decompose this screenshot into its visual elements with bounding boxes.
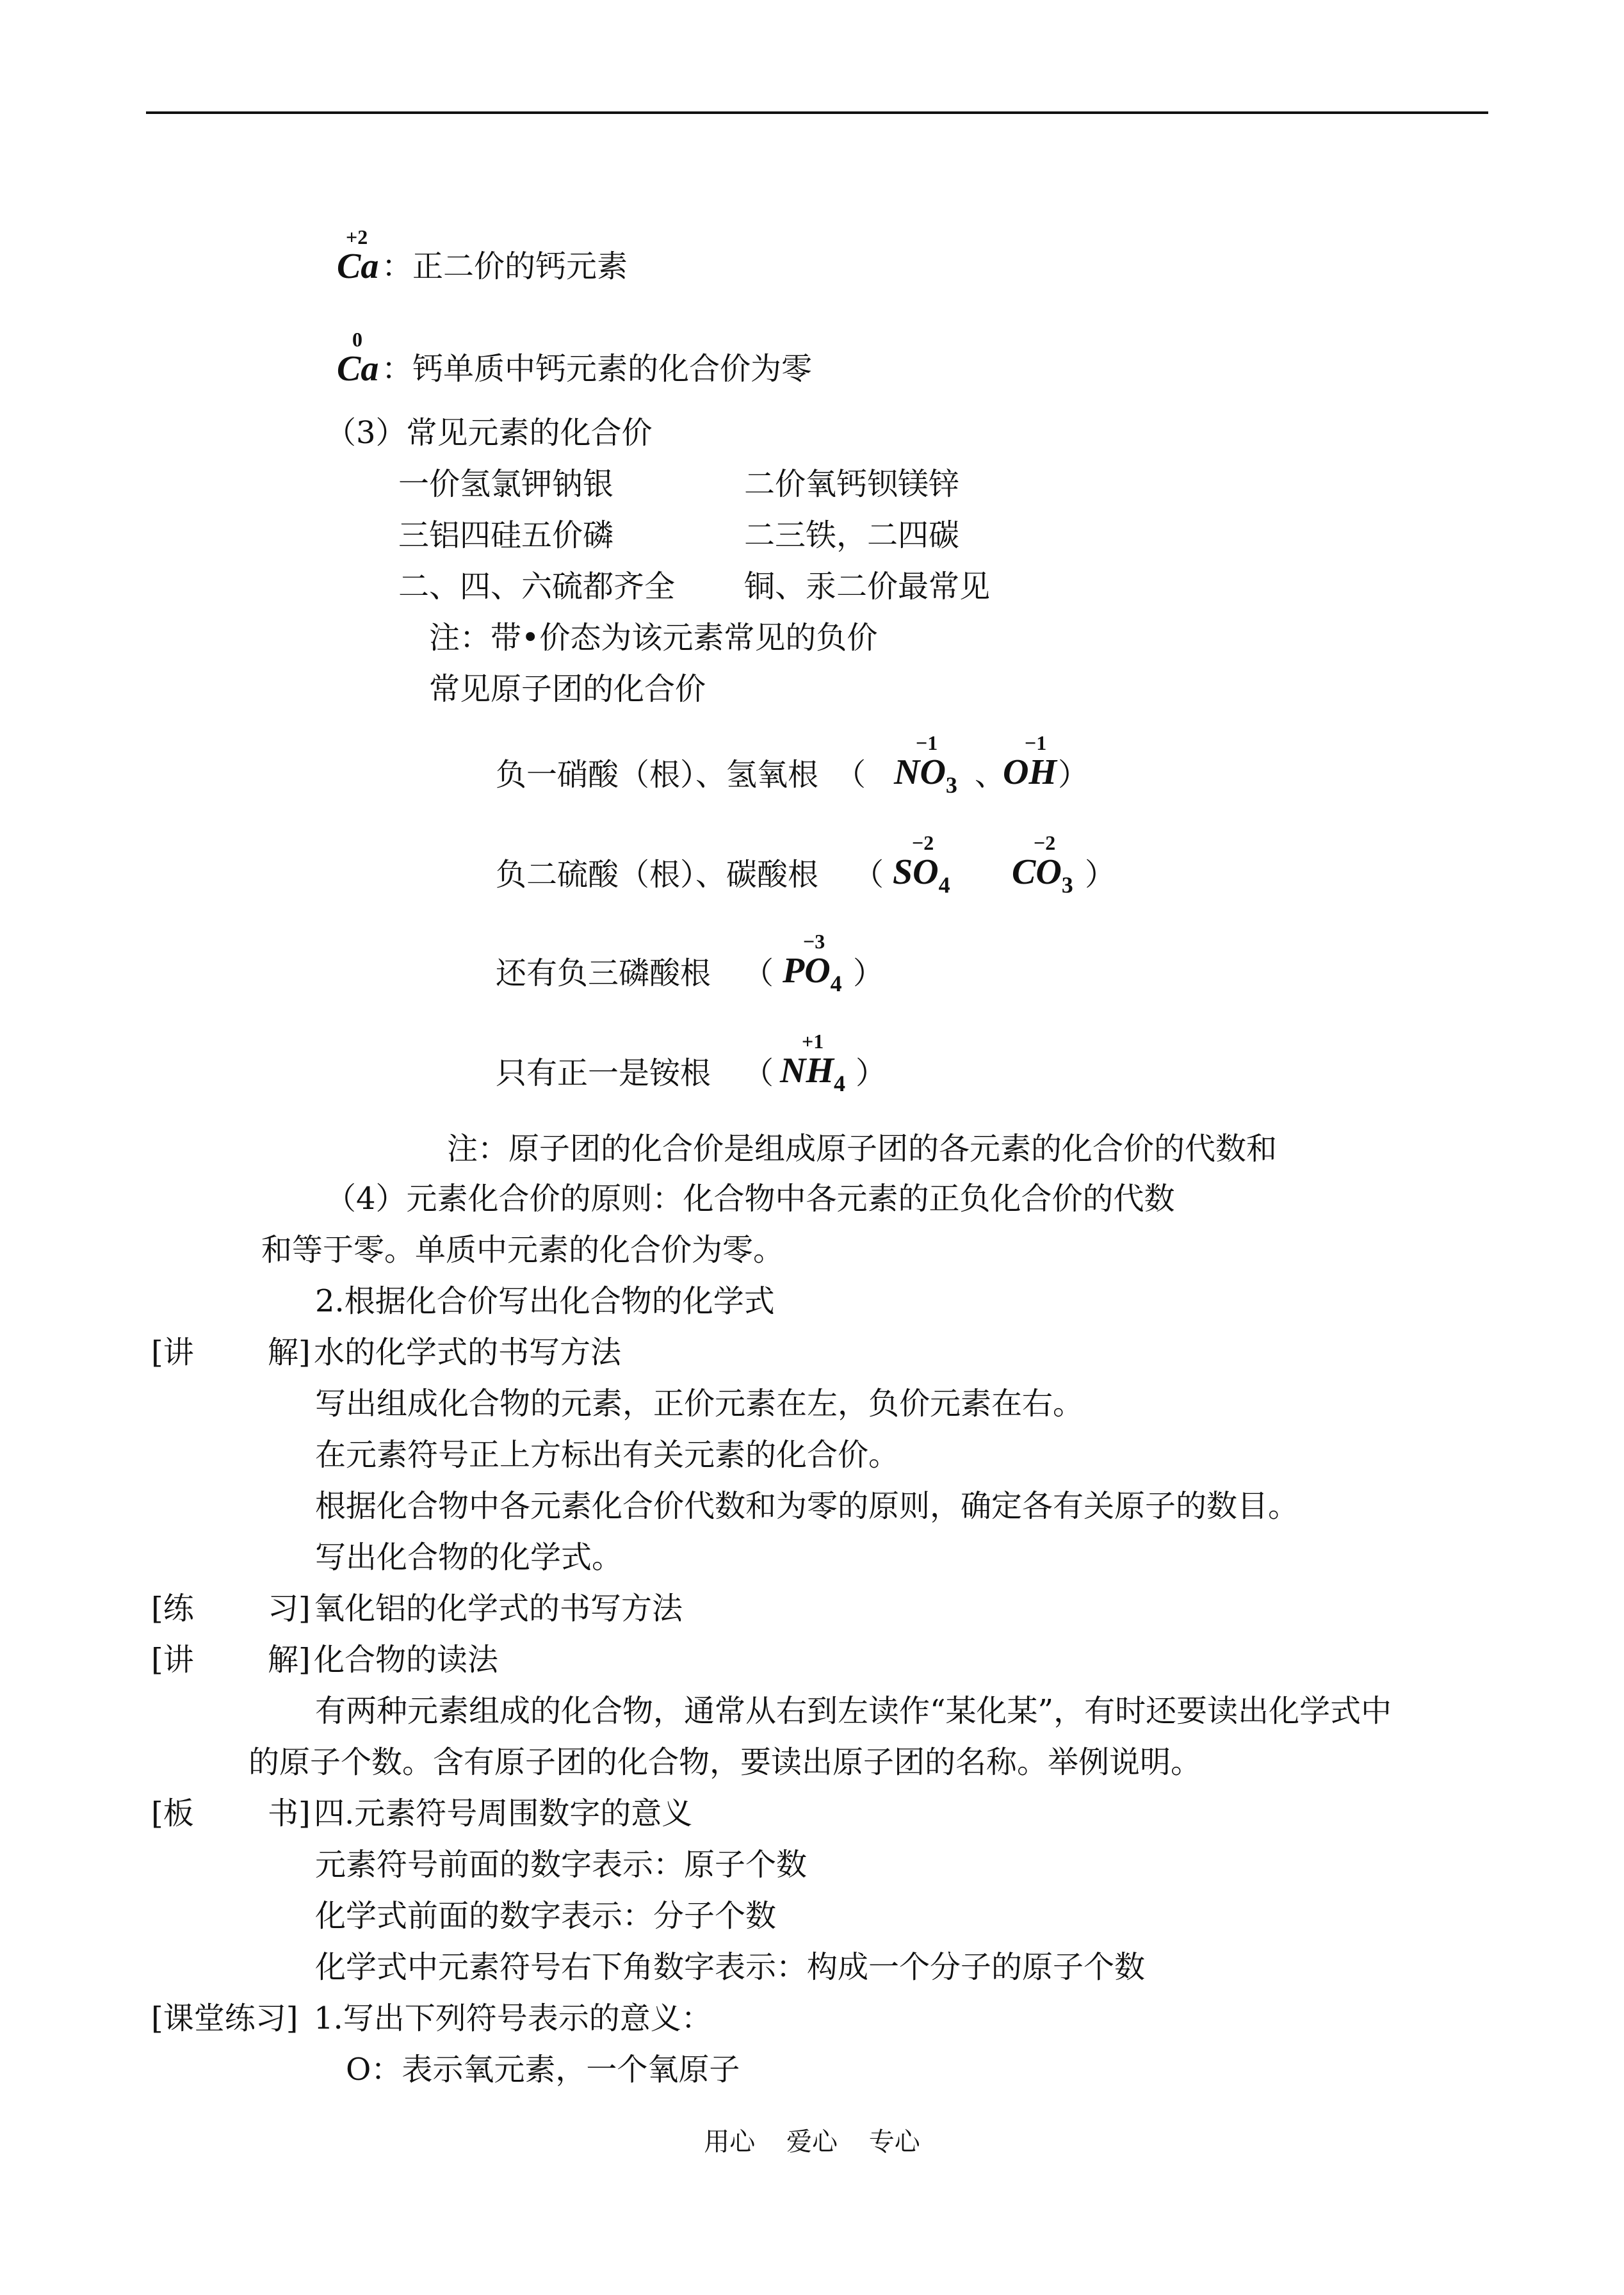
lecture-title: 水的化学式的书写方法 bbox=[314, 1334, 622, 1370]
radical-symbol: NO bbox=[894, 752, 946, 792]
radical-symbol: OH bbox=[1003, 752, 1057, 792]
tag-class-practice: [课堂练习] bbox=[151, 2000, 298, 2036]
tag-lecture: [讲 bbox=[151, 1334, 194, 1370]
practice-title: 氧化铝的化学式的书写方法 bbox=[314, 1591, 683, 1626]
rhyme-line: 三铝四硅五价磷 bbox=[398, 517, 614, 553]
rhyme-line: 二三铁，二四碳 bbox=[744, 517, 960, 553]
paren-close: ） bbox=[856, 1055, 887, 1091]
valence-number: −1 bbox=[1025, 731, 1047, 754]
lecture-step: 写出化合物的化学式。 bbox=[315, 1539, 623, 1575]
tag-board: [板 bbox=[151, 1796, 194, 1831]
paren-open: （ bbox=[853, 857, 884, 893]
section-heading: （3）常见元素的化合价 bbox=[325, 415, 653, 451]
valence-number: +1 bbox=[802, 1030, 824, 1053]
radical-line: 负一硝酸（根）、氢氧根 bbox=[496, 757, 819, 793]
tag-lecture: 解] bbox=[268, 1334, 311, 1370]
radical-symbol: CO bbox=[1012, 852, 1062, 892]
valence-number: −1 bbox=[916, 731, 938, 754]
header-rule bbox=[146, 111, 1488, 114]
subheading: 常见原子团的化合价 bbox=[429, 671, 706, 707]
valence-number: +2 bbox=[346, 225, 368, 248]
note: 注：原子团的化合价是组成原子团的各元素的化合价的代数和 bbox=[447, 1131, 1278, 1167]
class-practice-title: 1.写出下列符号表示的意义： bbox=[314, 2000, 712, 2036]
lecture-step: 写出组成化合物的元素，正价元素在左，负价元素在右。 bbox=[315, 1386, 1084, 1422]
radical-subscript: 4 bbox=[830, 971, 842, 996]
radical-symbol: PO bbox=[783, 951, 831, 991]
radical-subscript: 3 bbox=[1061, 872, 1073, 898]
tag-practice: 习] bbox=[268, 1591, 311, 1626]
rhyme-line: 二、四、六硫都齐全 bbox=[398, 569, 676, 604]
radical-subscript: 4 bbox=[834, 1071, 845, 1096]
principle-line: 和等于零。单质中元素的化合价为零。 bbox=[261, 1232, 784, 1268]
lecture-paragraph: 有两种元素组成的化合物，通常从右到左读作“某化某”，有时还要读出化学式中 bbox=[315, 1693, 1392, 1729]
radical-line: 负二硫酸（根）、碳酸根 bbox=[496, 857, 819, 893]
rhyme-line: 铜、汞二价最常见 bbox=[744, 569, 991, 604]
paren-open: （ bbox=[835, 757, 866, 793]
lecture-paragraph: 的原子个数。含有原子团的化合物，要读出原子团的名称。举例说明。 bbox=[248, 1744, 1202, 1780]
valence-number: −2 bbox=[1034, 831, 1056, 854]
radical-subscript: 3 bbox=[945, 772, 957, 798]
radical-line: 只有正一是铵根 bbox=[496, 1055, 711, 1091]
board-item: 元素符号前面的数字表示：原子个数 bbox=[315, 1847, 808, 1883]
tag-board: 书] bbox=[268, 1796, 311, 1831]
paren-open: （ bbox=[743, 955, 774, 991]
rhyme-line: 一价氢氯钾钠银 bbox=[398, 466, 614, 502]
element-symbol: Ca bbox=[337, 247, 379, 286]
valence-number: −3 bbox=[803, 930, 825, 953]
principle-line: （4）元素化合价的原则：化合物中各元素的正负化合价的代数 bbox=[325, 1181, 1175, 1217]
valence-number: −2 bbox=[912, 831, 934, 854]
separator: 、 bbox=[975, 757, 1006, 793]
paren-close: ） bbox=[1085, 857, 1116, 893]
tag-lecture: 解] bbox=[268, 1642, 311, 1678]
valence-number: 0 bbox=[352, 328, 362, 351]
lecture-step: 在元素符号正上方标出有关元素的化合价。 bbox=[315, 1437, 900, 1473]
radical-symbol: SO bbox=[893, 852, 939, 892]
paren-close: ） bbox=[1058, 757, 1089, 793]
radical-symbol: NH bbox=[780, 1051, 834, 1091]
paren-close: ） bbox=[853, 955, 884, 991]
lecture-step: 根据化合物中各元素化合价代数和为零的原则，确定各有关原子的数目。 bbox=[315, 1488, 1299, 1524]
paren-open: （ bbox=[743, 1055, 774, 1091]
class-practice-item: O：表示氧元素，一个氧原子 bbox=[346, 2052, 740, 2088]
rhyme-line: 二价氧钙钡镁锌 bbox=[744, 466, 960, 502]
formula-so4 bbox=[893, 832, 995, 896]
board-item: 化学式前面的数字表示：分子个数 bbox=[315, 1898, 777, 1934]
board-title: 四.元素符号周围数字的意义 bbox=[314, 1796, 693, 1831]
page-footer: 用心 爱心 专心 bbox=[704, 2127, 920, 2157]
tag-lecture: [讲 bbox=[151, 1642, 194, 1678]
section-heading: 2.根据化合价写出化合物的化学式 bbox=[315, 1283, 775, 1319]
note: 注：带•价态为该元素常见的负价 bbox=[429, 620, 878, 656]
board-item: 化学式中元素符号右下角数字表示：构成一个分子的原子个数 bbox=[315, 1949, 1146, 1985]
radical-line: 还有负三磷酸根 bbox=[496, 955, 711, 991]
valence-example-text: ：钙单质中钙元素的化合价为零 bbox=[382, 351, 813, 387]
tag-practice: [练 bbox=[151, 1591, 194, 1626]
lecture-title: 化合物的读法 bbox=[314, 1642, 499, 1678]
valence-example-text: ：正二价的钙元素 bbox=[382, 248, 628, 284]
radical-subscript: 4 bbox=[938, 872, 950, 898]
element-symbol: Ca bbox=[337, 349, 379, 389]
